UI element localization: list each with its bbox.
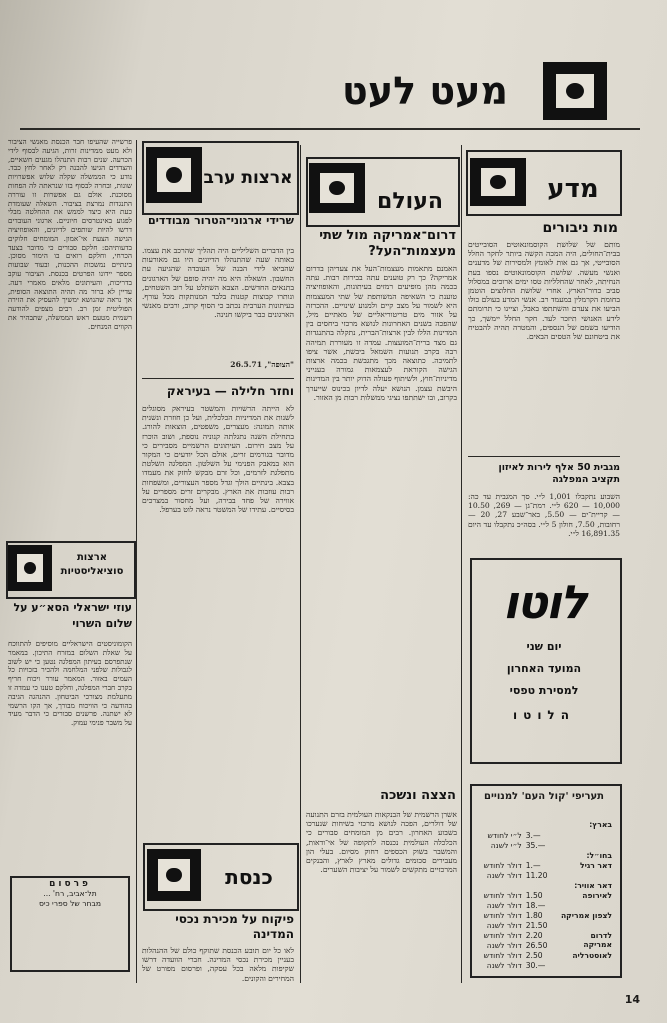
banner-rule (20, 128, 640, 130)
rate-unit: דולר לחודש (483, 911, 522, 920)
stamp-line-2: תל־אביב, רח' ... (43, 889, 97, 899)
advert-stamp (10, 876, 130, 972)
rates-domestic-label: בארץ: (589, 820, 612, 829)
rate-amt: 3.— (525, 831, 541, 840)
rate-unit: דולר לשנה (486, 961, 522, 970)
science-logo-icon (470, 158, 526, 206)
section-science: מדע (547, 174, 599, 204)
knesset-logo-icon (147, 849, 201, 901)
column-rule-3 (136, 140, 137, 983)
rate-amt: 21.50 (525, 921, 548, 930)
iraq-body: לא הייתה הרשויות והמשטר בעיראק מסוגלים לשנות את המדיניות הכלכלית, ועל כן חוזרת ונשנית אותה תמונה: מעצרים, משפטים, הוצאות להורג. בתחילת השנה נתגלתה קנוניה נוספת, ושוב הוכרז על מצב חירום. העיתונים הרשמיים מסבירים כי מדובר בגורמים זרים, אולם הכל יודעים כי המקור הוא במאבק הפנימי על השלטון. המפלגה השלטת מתפלגת לזרמים, וכל זרם מבקש לחזק את מעמדו בצבא. בינתיים הולך וגדל מספר העצורים, ומשפחות רבות עוזבות את הארץ. מבקרים זרים מספרים על אווירה של פחד בבירה, ועל מחסור במצרכים בסיסיים. עתידו של המשטר נראה לוט בערפל. (142, 404, 294, 515)
rate-amt: 30.— (525, 961, 546, 970)
arab-body: בין הדברים השליליים היה תהליך שהרכב את עצמו. באותה שעה שהתנהלו הדיונים היו גם מאורעות שהביאו לידי הבנה של העובדה שהגיעה עת החשבון. השאלה היא מה יהיה סופם של הארגונים בתנאים החדשים. הצבא השתלט על רוב השטחים, ונותרו קבוצות קטנות בלבד המנותקות מכל עורף. בעיתונות הערבית נכתב כי הסוף קרוב, ורבים מאנשי הארגונים כבר ביקשו חנינה. (142, 246, 294, 320)
cleanup-headline: הצצה ונשכה (380, 788, 456, 803)
rate-row (476, 911, 612, 920)
rate-unit: ל״י לחודש (487, 831, 522, 840)
iraq-headline: וחזר חלילה — בעיראק (166, 384, 294, 398)
rate-amt: 26.50 (525, 941, 548, 950)
world-body: האמנם מתאמות מעצמות־העל את צעדיהן בדרום אמריקה? כך רק טוענים עתה בבירות רבות. עתה בכמה מהן מופיעים רמזים בעיתונות, והאופוזיציה טוענת כי השאיפה המשותפת של שתי המעצמות היא לשמור על מצב קיים ולמנוע שינויים. ההכרזה על אזור מים טריטוריאליים של מאתיים מיל, שהפכה בשנים האחרונות לנושא מרכזי ביחסים בין המדינות הללו לבין ארצות־הברית, נתקלה בהתנגדות גם מצד ברית־המועצות. עמדה זו מעוררת תמיהה רבה בקרב תנועות השמאל ביבשת, אשר ציפו לתמיכה. כתוצאה מכך מתגבשת בכמה ארצות הגישה הקוראת לעצמאות גמורה בענייני מדיניות־חוץ, ולשיתוף פעולה הדוק יותר בין המדינות היבשת עצמן. הנושא יעלה לדיון בכינוס שייערך בקרוב, ובו ישתתפו נציגי ממשלות רבות מן האזור. (306, 264, 457, 402)
rate-amt (526, 881, 557, 890)
socialist-headline: עוזי ישראלי הסא״ע על שלום השרוי (13, 601, 132, 630)
lotto-line-4: הלוטו (513, 708, 575, 722)
rate-dest: לדרום אמריקה (583, 931, 612, 949)
rate-unit: דולר לשנה (486, 921, 522, 930)
lotto-logo: לוטו (502, 575, 586, 629)
rate-unit: ל״י לשנה (490, 841, 522, 850)
science-headline: מות ניבורים (542, 220, 618, 236)
rate-amt: 2.20 (525, 931, 543, 940)
rate-row (476, 951, 612, 960)
rate-dest: בחו״ל: (586, 851, 612, 860)
rate-dest (561, 871, 612, 880)
rate-row (476, 941, 612, 950)
arab-source: "הצופה", 26.5.71 (230, 360, 294, 369)
rate-dest: לצפון אמריקה (560, 911, 612, 920)
section-knesset: כנסת (225, 865, 273, 889)
arab-logo-icon (146, 147, 202, 203)
rate-dest (561, 831, 612, 840)
rate-amt: 2.50 (525, 951, 543, 960)
section-arab: ארצות ערב (203, 168, 293, 188)
page-logo-icon (543, 62, 607, 120)
rate-amt: 11.20 (525, 871, 548, 880)
rate-unit (476, 881, 522, 890)
rate-amt: 1.50 (525, 891, 543, 900)
stamp-line-3: מבחר של ספרי כיס (38, 898, 102, 908)
rate-amt: 1.80 (525, 911, 543, 920)
knesset-headline: פיקוח על מכירת נכסי המדינה (175, 912, 294, 941)
rate-row (476, 891, 612, 900)
arab-headline: שרידי ארגוני־הטרור מבודדים (147, 214, 294, 227)
lotto-line-3: למסירת טפסי (509, 684, 579, 697)
rate-unit: דולר לשנה (486, 871, 522, 880)
left-column-body: פרשייה שהעיפו חבר הכנסת מאנשי הציבור ולא מעט ממדינות זרות, הגיעה לבסוף לידי הכרעה. שנים רבות התנהלו מגעים חשאיים, והצדדים הגיעו להבנה רק לאחר לחץ כבד. נודע כי הממשלה שקלה שלוש אפשרויות שונות, ובחרה לבסוף בזו שנראתה לה הפחות מסוכנת. אולם גם אפשרות זו עוררה התנגדות נמרצת בציבור. השאלה שעומדת כעת היא כיצד לממש את ההחלטה מבלי לפגוע באינטרסים חיוניים. ארגוני העובדים דרשו להיות שותפים לדיונים, והאופוזיציה הגישה הצעת אי־אמון. המומחים חלוקים בדעותיהם: חלקם סבורים כי מדובר בצעד הכרחי, וחלקם רואים בו הימור מסוכן. בינתיים נמשכות ההכנות, ובעוד שבועות מספר יידונו הפרטים בכנסת. הציבור עוקב בדריכות, והעיתונים מלאים מאמרי דעה. עדיין לא ברור מה תהיה התוצאה הסופית, אך נראה שהנושא ימשיך להעסיק את הזירה הפוליטית זמן רב. רבים מצפים להודעה רשמית מטעם ראש הממשלה, שתבהיר את הקווים המנחים. (8, 138, 132, 331)
rates-title: תעריפי 'קול העם' למנויים (484, 791, 604, 802)
rate-amt: 1.— (525, 861, 541, 870)
rate-dest: לאוסטרליה (572, 951, 612, 960)
rate-unit: דולר לחודש (483, 951, 522, 960)
bonds-title: מגבית 50 אלף לירות לאיזון תקציב המפלגה (498, 462, 620, 485)
rate-unit: דולר לשנה (486, 941, 522, 950)
rate-amt (526, 851, 557, 860)
rate-amt: 35.— (525, 841, 546, 850)
rate-unit (476, 851, 522, 860)
rate-dest (561, 921, 612, 930)
knesset-body: לאו כל יום תובע הכנסת שתוקף כולם של ההנהלות בעניין מכירת נכסי המדינה. חברי הוועדה דרשו שקיפות מלאה בכל עסקה, ופרסום מפורט של המחירים והקונים. (142, 946, 294, 982)
rate-dest (561, 901, 612, 910)
rate-row (476, 881, 612, 890)
socialist-body: הקומוניסטים הישראליים מוסיפים להתווכח על שאלת השלום במזרח התיכון. במאמר שנתפרסם בעיתון המפלגה נטען כי יש לשוב לגבולות שלפני המלחמה ולהכיר בזכויות כל העמים באזור. המאמר עורר ויכוח חריף בקרב חברי המפלגה, וחלקם טענו כי עמדה זו מתעלמת מצורכי הביטחון. ההנהגה הגיבה בהודעה כי הוויכוח מבורך, אך הקו הרשמי לא ישתנה. פרשנים סבורים כי הדבר מעיד על משבר פנימי עמוק. (8, 640, 132, 728)
section-socialist: ארצות סוציאליסטיות (60, 552, 124, 577)
section-world: העולם (377, 189, 443, 214)
rate-dest (561, 841, 612, 850)
cleanup-body: אשרן הרשמית של הבנקאות העולמית בזרם התנועה של דולרים, הפכה לנושא מרכזי בשיחות שנערכו בשבוע האחרון. רבים מן המומחים סבורים כי הכלכלה העולמית נכנסה לתקופה של אי־ודאות, והמשבר בשוק הכספים רחוק מסיום. בעלי הון מעבירים סכומים גדולים מארץ לארץ, והבנקים המרכזיים מתקשים לשמור על יציבות השערים. (306, 810, 457, 875)
rate-dest (561, 941, 612, 950)
science-body: מותם של שלושת הקוסמונאוטים הסובייטים בבית־החולים, היה המכה הקשה ביותר לחקר החלל הסובייטי, אך גם אות לאומץ ולמסירות של מדענים ואנשי מעשה. שלושת הקוסמונאוטים נספו בעת הנחיתה, לאחר שהחלליות טסו ימים ארוכים במסלול סביב כדור־הארץ. אחרי שלושת החלוצים הוטמן בחומת הקרמלין במעמד רב. אנשי המדע בעולם כולו הביעו את צערם והשתתפו באבל, וציינו כי תרומתם לידע האנושי תיזכר לעד. חקר החלל יימשך, כך הודיעו בשמם של הנספים, והמטרה תהיה להבטיח את ביטחונם של הטסים הבאים. (468, 240, 620, 342)
rate-unit: דולר לחודש (483, 931, 522, 940)
world-headline: דרום־אמריקה מול שתי מעצמות־העל? (319, 228, 456, 259)
rate-dest (561, 961, 612, 970)
lotto-line-1: יום שני (526, 640, 562, 653)
column-rule-1 (461, 145, 462, 983)
rate-dest: דאר אוויר: (574, 881, 612, 890)
rate-dest: דאר רגיל (579, 861, 612, 870)
rate-unit: דולר לשנה (486, 901, 522, 910)
page-title: מעט לעט (342, 69, 508, 113)
bonds-rule-top (468, 456, 620, 457)
rate-amt: 18.— (525, 901, 546, 910)
page-number: 14 (624, 993, 640, 1006)
world-logo-icon (309, 163, 365, 213)
socialist-logo-icon (8, 545, 52, 591)
column-rule-2 (300, 145, 301, 983)
rate-unit: דולר לחודש (483, 891, 522, 900)
rate-row (476, 851, 612, 860)
rate-row (476, 861, 612, 870)
iraq-rule (142, 378, 294, 379)
rate-unit: דולר לחודש (483, 861, 522, 870)
bonds-body: השבוע נתקבלו 1,001 ל״י. סך המגבית עד כה: 10,000 — 620 ל״י. רמת־גן — 269, 10.50 — קריית־ים — 5.50, באר־שבע 27, 20 — רחובות, 7.50, חולון 5 ל״י. בסה״כ נתקבלו עד היום 16,891.35 ל״י. (468, 492, 620, 538)
rate-row (476, 871, 612, 880)
rate-row (476, 921, 612, 930)
rate-row (476, 841, 612, 850)
rate-row (476, 831, 612, 840)
rate-dest: לאירופה (582, 891, 612, 900)
rate-row (476, 901, 612, 910)
rate-row (476, 961, 612, 970)
lotto-line-2: המועד האחרון (506, 662, 582, 675)
stamp-line-1: פרסום (49, 879, 91, 889)
